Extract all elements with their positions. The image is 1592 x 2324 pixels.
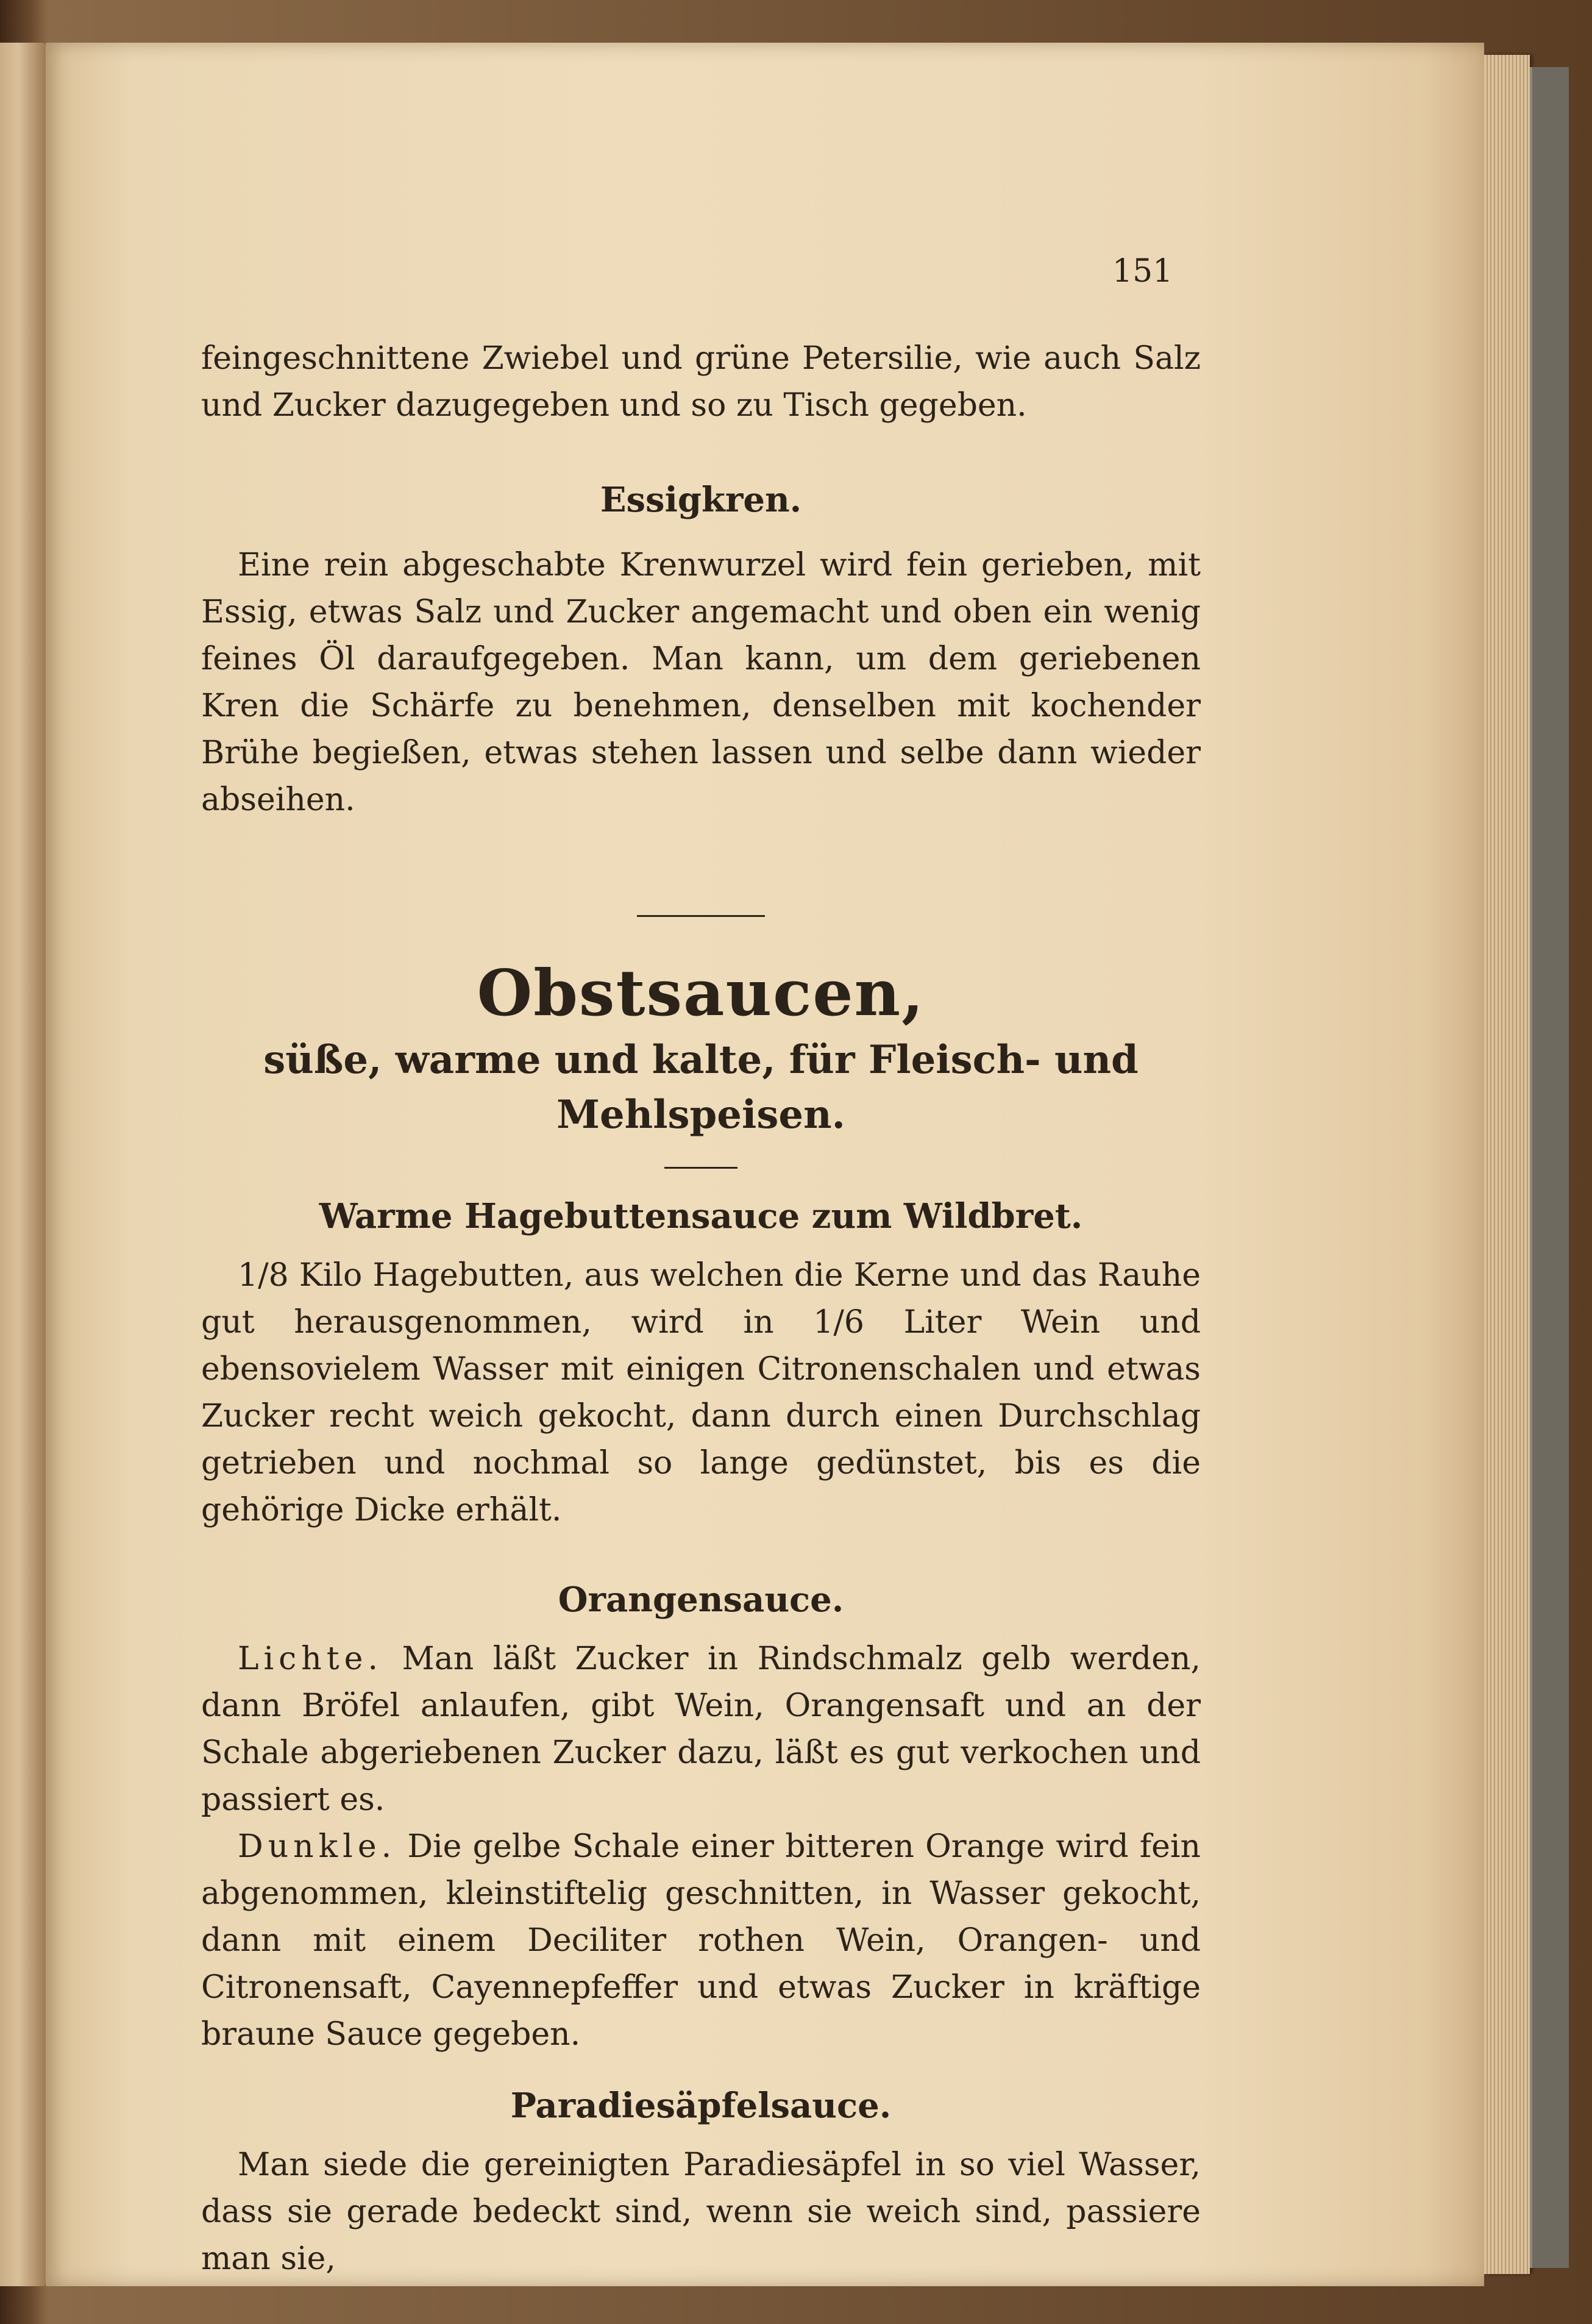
divider-rule — [637, 915, 765, 917]
label-lichte: Lichte. — [238, 1641, 383, 1677]
paragraph-lichte — [201, 1636, 1201, 1823]
page-text — [201, 256, 1201, 2283]
page-number: 151 — [1112, 253, 1173, 290]
paragraph-paradiesaepfelsauce: Man siede die gereinigten Paradiesäpfel in so viel Wasser, dass sie gerade bedeckt sind, wenn sie weich sind, passiere man sie, — [201, 2147, 1201, 2277]
paragraph-essigkren: Eine rein abgeschabte Krenwurzel wird fein gerieben, mit Essig, etwas Salz und Zucker angemacht und oben ein wenig feines Öl daraufgegeben. Man kann, um dem geriebenen Kren die Schärfe zu benehmen, denselben mit kochender Brühe begießen, etwas stehen lassen und selbe dann wieder abseihen. — [201, 547, 1201, 818]
paragraph-hagebuttensauce: 1/8 Kilo Hagebutten, aus welchen die Kerne und das Rauhe gut herausgenommen, wird in 1/6 Liter Wein und ebensovielem Wasser mit einigen Citronenschalen und etwas Zucker recht weich gekocht, dann durch einen Durchschlag getrieben und nochmal so lange gedünstet, bis es die gehörige Dicke erhält. — [201, 1257, 1201, 1528]
section-title: Obstsaucen, — [477, 955, 925, 1030]
heading-paradiesaepfelsauce: Paradiesäpfelsauce. — [510, 2086, 892, 2126]
section-subtitle: süße, warme und kalte, für Fleisch- und Mehlspeisen. — [263, 1037, 1139, 1138]
heading-hagebuttensauce: Warme Hagebuttensauce zum Wildbret. — [319, 1196, 1083, 1236]
book-cover-edge — [1530, 67, 1569, 2268]
label-dunkle: Dunkle. — [238, 1828, 397, 1865]
left-page-edge — [0, 43, 46, 2286]
divider-rule-small — [664, 1167, 737, 1169]
text-dunkle: Die gelbe Schale einer bitteren Orange wird fein abgenommen, kleinstiftelig geschnitten, in Wasser gekocht, dann mit einem Deciliter rothen Wein, Orangen- und Citronensaft, Cayennepfeffer und etwas Zucker in kräftige braune Sauce gegeben. — [201, 1828, 1201, 2053]
heading-essigkren: Essigkren. — [600, 480, 802, 520]
page-edges — [1484, 55, 1530, 2274]
text-lichte: Man läßt Zucker in Rindschmalz gelb werden, dann Bröfel anlaufen, gibt Wein, Orangensaft und an der Schale abgeriebenen Zucker dazu, läßt es gut verkochen und passiert es. — [201, 1641, 1201, 1818]
intro-paragraph: feingeschnittene Zwiebel und grüne Petersilie, wie auch Salz und Zucker dazugegeben und so zu Tisch gegeben. — [201, 340, 1201, 424]
heading-orangensauce: Orangensauce. — [558, 1580, 844, 1620]
paragraph-dunkle — [201, 1823, 1201, 2058]
